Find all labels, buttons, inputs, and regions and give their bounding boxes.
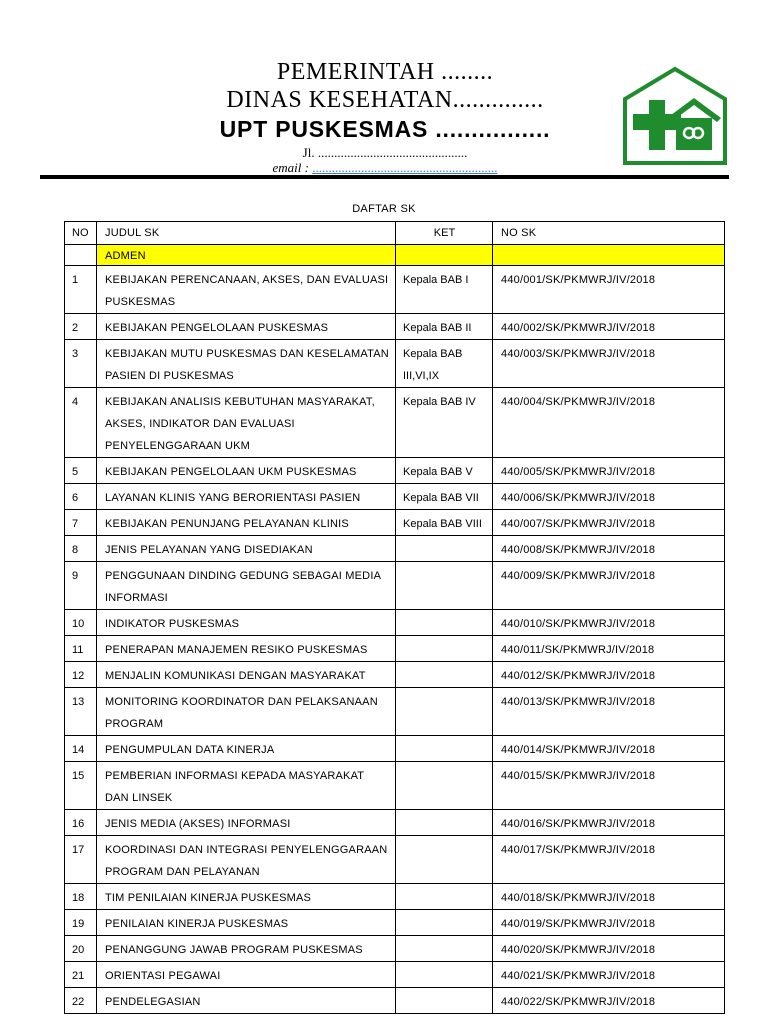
table-row — [65, 536, 725, 562]
row-nosk: 440/004/SK/PKMWRJ/IV/2018 — [493, 388, 725, 458]
puskesmas-logo-icon — [622, 66, 728, 166]
department-name: DINAS KESEHATAN.............. — [226, 87, 544, 113]
row-nosk: 440/015/SK/PKMWRJ/IV/2018 — [493, 762, 725, 810]
row-ket — [396, 636, 493, 662]
row-ket: Kepala BAB VII — [396, 484, 493, 510]
row-judul: KEBIJAKAN PERENCANAAN, AKSES, DAN EVALUASI PUSKESMAS — [97, 266, 396, 314]
row-judul: PENERAPAN MANAJEMEN RESIKO PUSKESMAS — [97, 636, 396, 662]
row-nosk: 440/009/SK/PKMWRJ/IV/2018 — [493, 562, 725, 610]
row-no: 19 — [65, 910, 97, 936]
letterhead-divider — [40, 175, 729, 179]
table-row — [65, 484, 725, 510]
row-ket: Kepala BAB I — [396, 266, 493, 314]
row-ket — [396, 936, 493, 962]
row-no: 9 — [65, 562, 97, 610]
table-row — [65, 266, 725, 314]
row-judul: KEBIJAKAN ANALISIS KEBUTUHAN MASYARAKAT, AKSES, INDIKATOR DAN EVALUASI PENYELENGGARAAN UKM — [97, 388, 396, 458]
address-line: Jl. .............................................. — [302, 145, 468, 160]
row-ket: Kepala BAB III,VI,IX — [396, 340, 493, 388]
table-row — [65, 562, 725, 610]
row-ket — [396, 988, 493, 1014]
row-nosk: 440/016/SK/PKMWRJ/IV/2018 — [493, 810, 725, 836]
table-row — [65, 836, 725, 884]
row-judul: TIM PENILAIAN KINERJA PUSKESMAS — [97, 884, 396, 910]
table-row — [65, 910, 725, 936]
section-label: ADMEN — [97, 245, 396, 266]
row-no: 21 — [65, 962, 97, 988]
letterhead — [0, 0, 768, 180]
row-judul: MENJALIN KOMUNIKASI DENGAN MASYARAKAT — [97, 662, 396, 688]
row-judul: PENANGGUNG JAWAB PROGRAM PUSKESMAS — [97, 936, 396, 962]
row-nosk: 440/021/SK/PKMWRJ/IV/2018 — [493, 962, 725, 988]
row-judul: ORIENTASI PEGAWAI — [97, 962, 396, 988]
row-nosk: 440/012/SK/PKMWRJ/IV/2018 — [493, 662, 725, 688]
table-row — [65, 936, 725, 962]
row-ket: Kepala BAB VIII — [396, 510, 493, 536]
row-no: 13 — [65, 688, 97, 736]
row-judul: KEBIJAKAN PENUNJANG PELAYANAN KLINIS — [97, 510, 396, 536]
table-row — [65, 340, 725, 388]
row-judul: KEBIJAKAN PENGELOLAAN UKM PUSKESMAS — [97, 458, 396, 484]
row-no: 20 — [65, 936, 97, 962]
row-ket — [396, 736, 493, 762]
table-row — [65, 962, 725, 988]
row-ket — [396, 688, 493, 736]
row-no: 16 — [65, 810, 97, 836]
row-ket — [396, 762, 493, 810]
row-nosk: 440/018/SK/PKMWRJ/IV/2018 — [493, 884, 725, 910]
row-judul: PEMBERIAN INFORMASI KEPADA MASYARAKAT DAN LINSEK — [97, 762, 396, 810]
row-no: 15 — [65, 762, 97, 810]
table-header-row — [65, 222, 725, 245]
letterhead-text — [140, 58, 630, 176]
row-no: 1 — [65, 266, 97, 314]
email-link[interactable]: ......................................................... — [312, 160, 498, 175]
row-ket — [396, 662, 493, 688]
row-judul: PENILAIAN KINERJA PUSKESMAS — [97, 910, 396, 936]
table-row — [65, 662, 725, 688]
row-no: 17 — [65, 836, 97, 884]
row-nosk: 440/011/SK/PKMWRJ/IV/2018 — [493, 636, 725, 662]
section-row — [65, 245, 725, 266]
row-ket: Kepala BAB II — [396, 314, 493, 340]
table-row — [65, 610, 725, 636]
row-judul: MONITORING KOORDINATOR DAN PELAKSANAAN PROGRAM — [97, 688, 396, 736]
row-no: 4 — [65, 388, 97, 458]
row-nosk: 440/014/SK/PKMWRJ/IV/2018 — [493, 736, 725, 762]
document-title: DAFTAR SK — [352, 203, 416, 215]
table-row — [65, 988, 725, 1014]
row-nosk: 440/010/SK/PKMWRJ/IV/2018 — [493, 610, 725, 636]
row-no: 22 — [65, 988, 97, 1014]
section-ket-cell — [396, 245, 493, 266]
header-nosk: NO SK — [493, 222, 725, 245]
email-label: email : — [272, 160, 309, 175]
row-nosk: 440/002/SK/PKMWRJ/IV/2018 — [493, 314, 725, 340]
table-row — [65, 388, 725, 458]
row-nosk: 440/017/SK/PKMWRJ/IV/2018 — [493, 836, 725, 884]
table-row — [65, 458, 725, 484]
table-row — [65, 884, 725, 910]
row-nosk: 440/022/SK/PKMWRJ/IV/2018 — [493, 988, 725, 1014]
sk-table — [64, 221, 725, 1014]
row-ket — [396, 836, 493, 884]
row-ket — [396, 562, 493, 610]
row-judul: PENGGUNAAN DINDING GEDUNG SEBAGAI MEDIA INFORMASI — [97, 562, 396, 610]
row-nosk: 440/007/SK/PKMWRJ/IV/2018 — [493, 510, 725, 536]
row-no: 10 — [65, 610, 97, 636]
row-judul: INDIKATOR PUSKESMAS — [97, 610, 396, 636]
unit-name: UPT PUSKESMAS ................ — [219, 116, 551, 142]
row-no: 5 — [65, 458, 97, 484]
row-nosk: 440/001/SK/PKMWRJ/IV/2018 — [493, 266, 725, 314]
table-row — [65, 762, 725, 810]
row-ket — [396, 536, 493, 562]
row-ket — [396, 610, 493, 636]
email-line — [140, 160, 630, 176]
row-judul: PENGUMPULAN DATA KINERJA — [97, 736, 396, 762]
row-no: 12 — [65, 662, 97, 688]
sk-table-body — [65, 222, 725, 1014]
row-nosk: 440/006/SK/PKMWRJ/IV/2018 — [493, 484, 725, 510]
row-no: 8 — [65, 536, 97, 562]
table-row — [65, 810, 725, 836]
row-judul: KOORDINASI DAN INTEGRASI PENYELENGGARAAN PROGRAM DAN PELAYANAN — [97, 836, 396, 884]
section-nosk-cell — [493, 245, 725, 266]
table-row — [65, 314, 725, 340]
row-ket — [396, 962, 493, 988]
row-ket: Kepala BAB V — [396, 458, 493, 484]
row-judul: JENIS PELAYANAN YANG DISEDIAKAN — [97, 536, 396, 562]
row-no: 2 — [65, 314, 97, 340]
row-ket — [396, 910, 493, 936]
table-row — [65, 688, 725, 736]
row-nosk: 440/013/SK/PKMWRJ/IV/2018 — [493, 688, 725, 736]
row-judul: PENDELEGASIAN — [97, 988, 396, 1014]
header-judul: JUDUL SK — [97, 222, 396, 245]
row-ket — [396, 810, 493, 836]
row-nosk: 440/003/SK/PKMWRJ/IV/2018 — [493, 340, 725, 388]
row-nosk: 440/005/SK/PKMWRJ/IV/2018 — [493, 458, 725, 484]
section-no-cell — [65, 245, 97, 266]
row-judul: KEBIJAKAN PENGELOLAAN PUSKESMAS — [97, 314, 396, 340]
table-row — [65, 636, 725, 662]
row-ket — [396, 884, 493, 910]
table-row — [65, 510, 725, 536]
row-nosk: 440/008/SK/PKMWRJ/IV/2018 — [493, 536, 725, 562]
row-judul: LAYANAN KLINIS YANG BERORIENTASI PASIEN — [97, 484, 396, 510]
row-no: 18 — [65, 884, 97, 910]
row-no: 3 — [65, 340, 97, 388]
header-ket: KET — [396, 222, 493, 245]
row-no: 14 — [65, 736, 97, 762]
row-judul: JENIS MEDIA (AKSES) INFORMASI — [97, 810, 396, 836]
government-name: PEMERINTAH ........ — [276, 59, 494, 85]
header-no: NO — [65, 222, 97, 245]
row-no: 11 — [65, 636, 97, 662]
table-row — [65, 736, 725, 762]
row-no: 7 — [65, 510, 97, 536]
row-ket: Kepala BAB IV — [396, 388, 493, 458]
row-nosk: 440/020/SK/PKMWRJ/IV/2018 — [493, 936, 725, 962]
row-judul: KEBIJAKAN MUTU PUSKESMAS DAN KESELAMATAN PASIEN DI PUSKESMAS — [97, 340, 396, 388]
row-nosk: 440/019/SK/PKMWRJ/IV/2018 — [493, 910, 725, 936]
row-no: 6 — [65, 484, 97, 510]
